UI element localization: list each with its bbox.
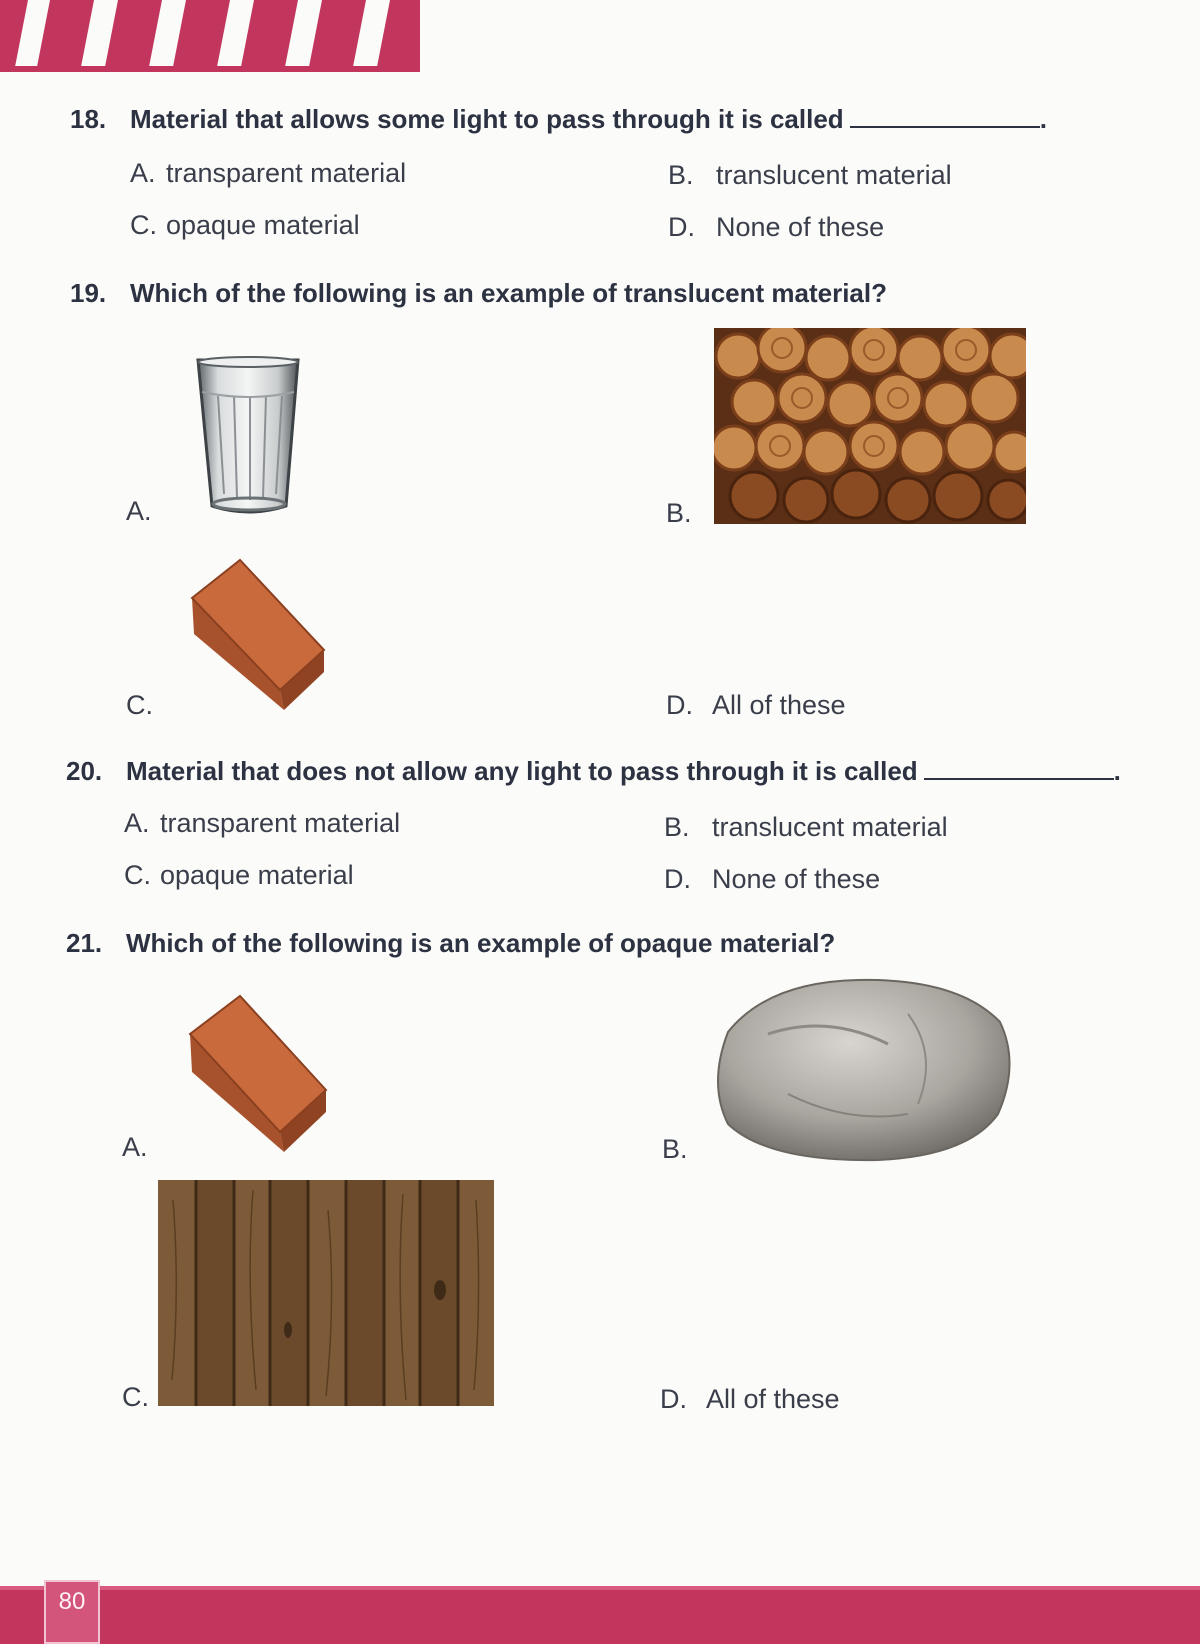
question-18-option-a[interactable]: A. transparent material (130, 158, 407, 188)
question-19-text: Which of the following is an example of translucent material? (130, 278, 887, 308)
question-20-text (126, 756, 1121, 787)
brick-image (186, 994, 330, 1156)
question-19-option-c-label[interactable]: C. (126, 690, 153, 720)
question-20-option-b[interactable]: B. translucent material (664, 812, 948, 842)
firewood-pile-image (714, 328, 1026, 524)
question-18-period: . (1039, 104, 1047, 134)
question-21-option-c-label[interactable]: C. (122, 1382, 149, 1412)
wooden-planks-image (158, 1180, 494, 1406)
question-20-option-a[interactable]: A. transparent material (124, 808, 401, 838)
question-19-option-b-label[interactable]: B. (666, 498, 692, 528)
question-21-text: Which of the following is an example of opaque material? (126, 928, 836, 958)
answer-blank (924, 756, 1114, 780)
question-21-option-d[interactable]: D. All of these (660, 1384, 840, 1414)
page-number: 80 (58, 1588, 86, 1615)
question-20-period: . (1113, 756, 1121, 786)
stone-image (708, 974, 1016, 1164)
question-18-option-d[interactable]: D. None of these (668, 212, 885, 242)
question-20-option-d[interactable]: D. None of these (664, 864, 881, 894)
question-18-text (130, 104, 1047, 135)
question-20-prompt: Material that does not allow any light to pass through it is called (126, 756, 918, 786)
question-20-option-c[interactable]: C. opaque material (124, 860, 354, 890)
question-18-number: 18. (70, 104, 107, 134)
question-21-number: 21. (66, 928, 103, 958)
question-19-number: 19. (70, 278, 107, 308)
header-stripes-decoration (0, 0, 430, 72)
question-20-number: 20. (66, 756, 103, 786)
question-21-option-b-label[interactable]: B. (662, 1134, 688, 1164)
question-19-option-d[interactable]: D. All of these (666, 690, 846, 720)
brick-image (188, 558, 328, 712)
glass-tumbler-image (194, 356, 304, 518)
question-21-option-a-label[interactable]: A. (122, 1132, 148, 1162)
answer-blank (850, 104, 1040, 128)
question-18-option-b[interactable]: B. translucent material (668, 160, 952, 190)
question-18-option-c[interactable]: C. opaque material (130, 210, 360, 240)
footer-bar (0, 1590, 1200, 1644)
question-19-option-a-label[interactable]: A. (126, 496, 152, 526)
question-18-prompt: Material that allows some light to pass through it is called (130, 104, 844, 134)
